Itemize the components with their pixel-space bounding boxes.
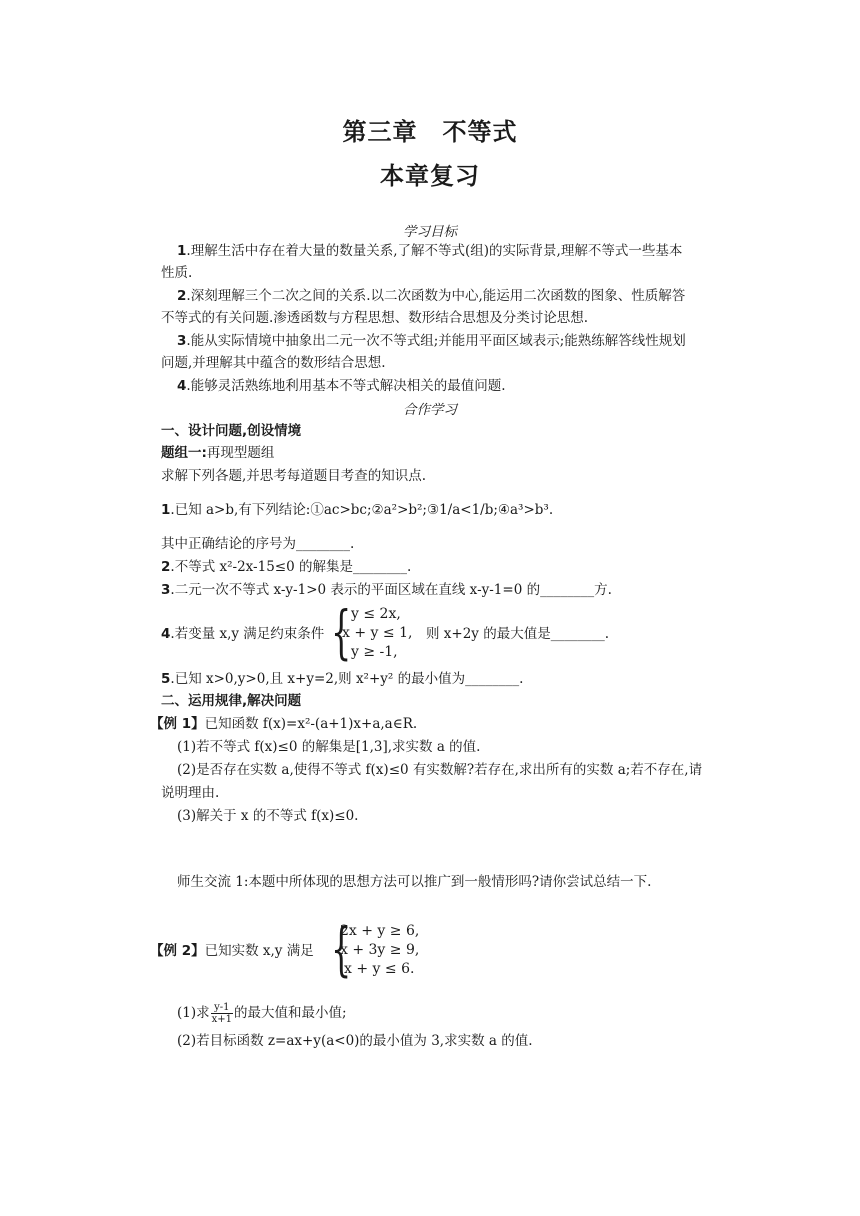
teacher-student-exchange-1: 师生交流 1:本题中所体现的思想方法可以推广到一般情形吗?请你尝试总结一下. bbox=[177, 874, 652, 890]
objective-4: 4.能够灵活熟练地利用基本不等式解决相关的最值问题. bbox=[177, 378, 506, 394]
coop-heading: 合作学习 bbox=[403, 402, 457, 418]
example-1-part-2-cont: 说明理由. bbox=[161, 785, 220, 801]
objective-1-cont: 性质. bbox=[161, 265, 193, 281]
objectives-heading: 学习目标 bbox=[403, 224, 457, 240]
q4-constraint-1: y ≤ 2x, bbox=[351, 606, 401, 622]
question-4-pre: 4.若变量 x,y 满足约束条件 bbox=[161, 626, 325, 642]
left-brace: { bbox=[331, 598, 352, 666]
example-2-part-1: (1)求 $\frac{y-1}{x+1}$ 的最大值和最小值; bbox=[177, 1002, 347, 1025]
section-2-heading: 二、运用规律,解决问题 bbox=[161, 693, 302, 709]
example-1-part-3: (3)解关于 x 的不等式 f(x)≤0. bbox=[177, 808, 359, 824]
objective-2-cont: 不等式的有关问题.渗透函数与方程思想、数形结合思想及分类讨论思想. bbox=[161, 310, 589, 326]
example-1: 【例 1】已知函数 f(x)=x²-(a+1)x+a,a∈R. bbox=[150, 716, 418, 732]
example-1-part-1: (1)若不等式 f(x)≤0 的解集是[1,3],求实数 a 的值. bbox=[177, 739, 481, 755]
example-1-part-2: (2)是否存在实数 a,使得不等式 f(x)≤0 有实数解?若存在,求出所有的实数 a;若不存在,请 bbox=[177, 762, 703, 778]
section-1-heading: 一、设计问题,创设情境 bbox=[161, 423, 302, 439]
q4-constraint-3: y ≥ -1, bbox=[351, 644, 398, 660]
question-2: 2.不等式 x²-2x-15≤0 的解集是________. bbox=[161, 559, 412, 575]
ex2-constraint-1: 2x + y ≥ 6, bbox=[340, 923, 420, 939]
example-2-part-2: (2)若目标函数 z=ax+y(a<0)的最小值为 3,求实数 a 的值. bbox=[177, 1033, 533, 1049]
group-1-title: 题组一:再现型题组 bbox=[161, 445, 275, 461]
section-title: 本章复习 bbox=[380, 162, 480, 190]
question-4-post: 则 x+2y 的最大值是________. bbox=[426, 626, 610, 642]
left-brace-2: { bbox=[331, 915, 352, 983]
question-1: 1.已知 a>b,有下列结论:①ac>bc;②a²>b²;③1/a<1/b;④a³>b³. bbox=[161, 502, 554, 518]
fraction: $\frac{y-1}{x+1}$ bbox=[211, 1002, 233, 1025]
ex2-constraint-2: x + 3y ≥ 9, bbox=[340, 942, 420, 958]
objective-2: 2.深刻理解三个二次之间的关系.以二次函数为中心,能运用二次函数的图象、性质解答 bbox=[177, 288, 686, 304]
objective-1: 1.理解生活中存在着大量的数量关系,了解不等式(组)的实际背景,理解不等式一些基本 bbox=[177, 243, 683, 259]
objective-3: 3.能从实际情境中抽象出二元一次不等式组;并能用平面区域表示;能熟练解答线性规划 bbox=[177, 333, 686, 349]
group-1-intro: 求解下列各题,并思考每道题目考查的知识点. bbox=[161, 468, 427, 484]
q4-constraint-2: x + y ≤ 1, bbox=[342, 625, 413, 641]
chapter-title: 第三章 不等式 bbox=[342, 118, 518, 146]
ex2-constraint-3: x + y ≤ 6. bbox=[344, 961, 415, 977]
example-2-pre: 【例 2】已知实数 x,y 满足 bbox=[150, 943, 314, 959]
question-3: 3.二元一次不等式 x-y-1>0 表示的平面区域在直线 x-y-1=0 的________方. bbox=[161, 582, 612, 598]
objective-3-cont: 问题,并理解其中蕴含的数形结合思想. bbox=[161, 355, 386, 371]
question-5: 5.已知 x>0,y>0,且 x+y=2,则 x²+y² 的最小值为________. bbox=[161, 671, 524, 687]
question-1-cont: 其中正确结论的序号为________. bbox=[161, 536, 355, 552]
